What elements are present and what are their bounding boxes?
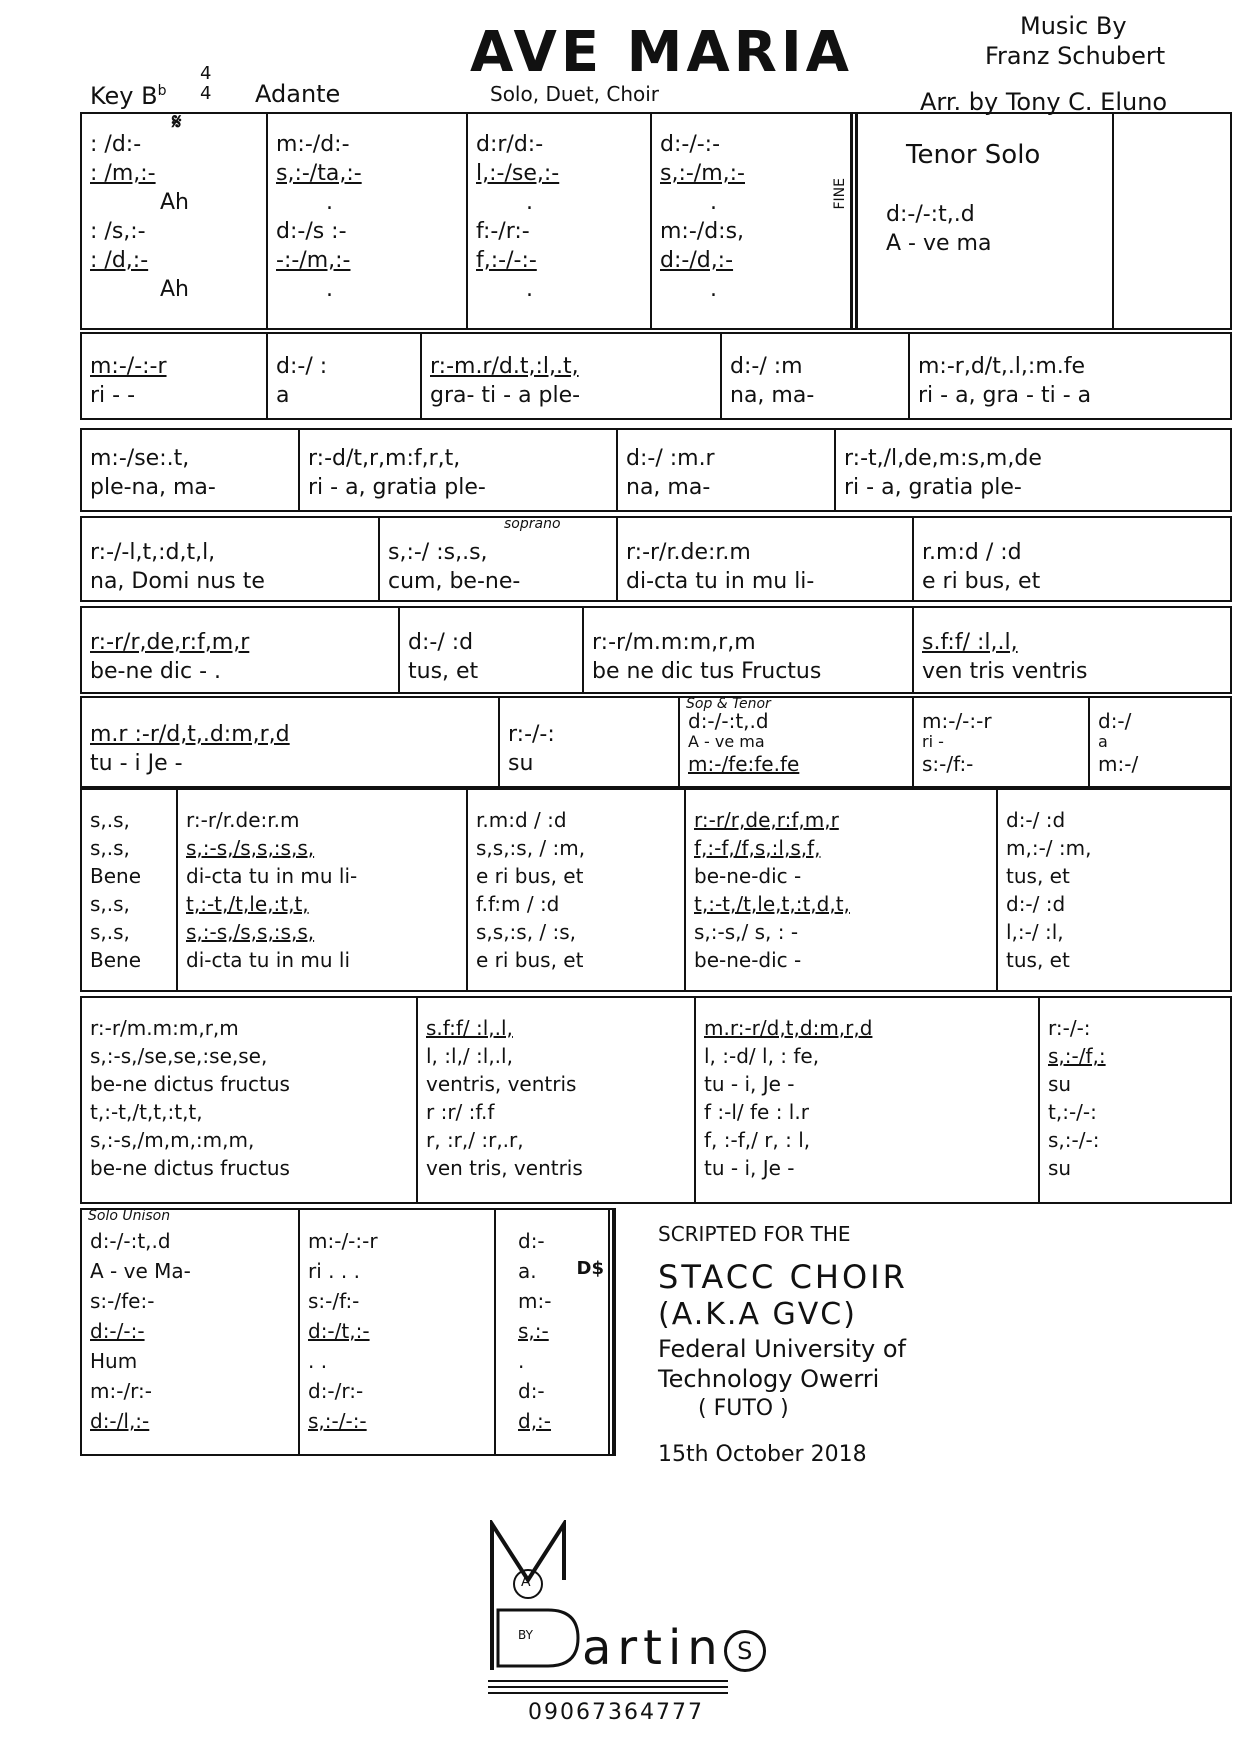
logo-letter-a: A: [521, 1574, 531, 1590]
part-line: s,:-/ta,:-: [276, 161, 362, 186]
score-row-1: [80, 112, 1232, 330]
measure: [914, 518, 1230, 600]
notes-line: m:-/r:-: [90, 1379, 153, 1403]
lyric-line: ri - -: [90, 383, 136, 408]
logo-circle-letter: S: [724, 1630, 766, 1672]
score-row-3: [80, 428, 1232, 512]
notes-line: d:-: [518, 1379, 545, 1403]
measure: [910, 334, 1230, 418]
notes-line: r:-d/t,r,m:f,r,t,: [308, 446, 461, 471]
notes-line: d:-: [518, 1229, 545, 1253]
score-row-7: [80, 788, 1232, 992]
key-signature: Key $B^b$: [90, 82, 167, 110]
lyric-line: e ri bus, et: [476, 948, 584, 972]
lyric-line: ri - a, gra - ti - a: [918, 383, 1092, 408]
notes-line: d:-/: [1098, 709, 1132, 733]
measure: [696, 998, 1040, 1202]
lyric-line: na, ma-: [626, 475, 711, 500]
lyric-line: su: [508, 751, 534, 776]
measure: [618, 518, 914, 600]
part-line: : /d,:-: [90, 248, 149, 273]
notes-line: d:-/-:t,.d: [688, 709, 769, 733]
arranger-name: Arr. by Tony C. Eluno: [920, 88, 1168, 116]
lyric-line: Ah: [160, 277, 189, 302]
credits-aka: (A.K.A GVC): [658, 1297, 857, 1332]
notes-line: s,:-/-:: [1048, 1128, 1100, 1152]
row-1-margin: [1114, 114, 1230, 328]
lyric-line: .: [326, 190, 333, 215]
measure: [496, 1210, 614, 1454]
measure: [82, 334, 268, 418]
notes-line: l, :-d/ l, : fe,: [704, 1044, 820, 1068]
notes-line: r:-m.r/d.t,:l,.t,: [430, 354, 579, 379]
soprano-label: soprano: [504, 518, 561, 532]
lyric-line: be-ne-dic -: [694, 864, 802, 888]
notes-line: s:-/fe:-: [90, 1289, 155, 1313]
lyric-line: su: [1048, 1156, 1072, 1180]
lyric-line: tu - i, Je -: [704, 1072, 795, 1096]
notes-line: m:-/-:-r: [308, 1229, 378, 1253]
score-row-4: [80, 516, 1232, 602]
notes-line: r:-/-:: [1048, 1016, 1091, 1040]
notes-line: d:-/-:t,.d: [90, 1229, 171, 1253]
part-line: m:-/d:-: [276, 132, 350, 157]
lyric-line: tus, et: [408, 659, 479, 684]
measure: [1040, 998, 1230, 1202]
notes-line: m:-/-:-r: [90, 354, 167, 379]
part-line: s,:-/m,:-: [660, 161, 745, 186]
part-line: d:-/s :-: [276, 219, 347, 244]
lyric-line: be-ne dictus fructus: [90, 1156, 290, 1180]
measure: [998, 790, 1230, 990]
part-line: l,:-/se,:-: [476, 161, 560, 186]
lyric-line: ven tris, ventris: [426, 1156, 583, 1180]
notes-line: r:-r/r.de:r.m: [186, 808, 300, 832]
notes-line: d:-/ :d: [1006, 808, 1066, 832]
notes-line: s,.s,: [90, 836, 130, 860]
tenor-solo-cell: [858, 114, 1114, 328]
measure: [686, 790, 998, 990]
lyric-line: .: [710, 190, 717, 215]
notes-line: r.m:d / :d: [476, 808, 567, 832]
notes-line: r, :r,/ :r,.r,: [426, 1128, 524, 1152]
dal-segno-mark: D$: [576, 1258, 604, 1279]
lyric-line: . .: [308, 1349, 328, 1373]
credits-block: [658, 1222, 998, 1474]
measure: [82, 790, 178, 990]
part-line: f:-/r:-: [476, 219, 530, 244]
notes-line: t,:-t,/t,t,:t,t,: [90, 1100, 203, 1124]
logo-underline: [488, 1686, 728, 1688]
notes-line: m:-: [518, 1289, 552, 1313]
score-row-6: [80, 696, 1232, 788]
notes-line: f :-l/ fe : l.r: [704, 1100, 809, 1124]
measure: [82, 698, 500, 786]
lyric-line: tus, et: [1006, 948, 1070, 972]
notes-line: d:-/l,:-: [90, 1409, 150, 1433]
notes-line: m:-/-:-r: [922, 709, 992, 733]
part-line: f,:-/-:-: [476, 248, 537, 273]
measure: [836, 430, 1230, 510]
lyric-line: di-cta tu in mu li-: [186, 864, 358, 888]
part-line: -:-/m,:-: [276, 248, 351, 273]
measure: [722, 334, 910, 418]
measure: [82, 998, 418, 1202]
lyric-line: Ah: [160, 190, 189, 215]
lyric-line: A - ve Ma-: [90, 1259, 191, 1283]
notes-line: s,:-s,/s,s,:s,s,: [186, 836, 315, 860]
solo-notes: d:-/-:t,.d: [886, 202, 975, 227]
solo-lyrics: A - ve ma: [886, 231, 992, 256]
credits-date: 15th October 2018: [658, 1442, 867, 1467]
lyric-line: .: [526, 277, 533, 302]
notes-line: d:-/r:-: [308, 1379, 364, 1403]
credits-line: SCRIPTED FOR THE: [658, 1222, 851, 1246]
notes-line: s,.s,: [90, 892, 130, 916]
notes-line: t,:-t,/t,le,t,:t,d,t,: [694, 892, 850, 916]
lyric-line: e ri bus, et: [476, 864, 584, 888]
notes-line: r:-r/m.m:m,r,m: [592, 630, 756, 655]
measure: [584, 608, 914, 692]
page-title: AVE MARIA: [470, 20, 853, 85]
notes-line: t,:-t,/t,le,:t,t,: [186, 892, 309, 916]
measure: [300, 430, 618, 510]
notes-line: d:-/ :m.r: [626, 446, 715, 471]
lyric-line: tu - i Je -: [90, 751, 183, 776]
lyric-line: be-ne dictus fructus: [90, 1072, 290, 1096]
lyric-line: na, ma-: [730, 383, 815, 408]
notes-line: r:-r/r,de,r:f,m,r: [90, 630, 250, 655]
notes-line: m,:-/ :m,: [1006, 836, 1092, 860]
lyric-line: Bene: [90, 948, 142, 972]
lyric-line: .: [526, 190, 533, 215]
measure: [268, 334, 422, 418]
measure: [380, 518, 618, 600]
part-line: d:-/d,:-: [660, 248, 734, 273]
lyric-line: gra- ti - a ple-: [430, 383, 581, 408]
measure: [400, 608, 584, 692]
notes-line: r:-r/r.de:r.m: [626, 540, 751, 565]
score-row-8: [80, 996, 1232, 1204]
notes-line: s.f:f/ :l,.l,: [426, 1016, 513, 1040]
part-line: : /d:-: [90, 132, 142, 157]
lyric-line: .: [518, 1349, 525, 1373]
notes-line: d:-/-:-: [90, 1319, 145, 1343]
logo-underline: [488, 1680, 728, 1682]
score-row-9: [80, 1208, 616, 1456]
notes-line: m:-/fe:fe.fe: [688, 752, 800, 776]
lyric-line: tus, et: [1006, 864, 1070, 888]
sop-tenor-label: Sop & Tenor: [686, 698, 771, 712]
composer-name: Franz Schubert: [985, 42, 1166, 70]
tenor-solo-label: Tenor Solo: [906, 140, 1041, 170]
measure: [914, 698, 1090, 786]
part-line: m:-/d:s,: [660, 219, 745, 244]
lyric-line: ven tris ventris: [922, 659, 1088, 684]
logo-underline: [488, 1692, 728, 1694]
notes-line: r:-/-l,t,:d,t,l,: [90, 540, 216, 565]
lyric-line: a: [276, 383, 290, 408]
notes-line: s.f:f/ :l,.l,: [922, 630, 1018, 655]
notes-line: s,:-/ :s,.s,: [388, 540, 488, 565]
measure: [82, 430, 300, 510]
measure: [680, 698, 914, 786]
notes-line: s,:-s,/s,s,:s,s,: [186, 920, 315, 944]
notes-line: s,:-/-:-: [308, 1409, 367, 1433]
notes-line: s,.s,: [90, 808, 130, 832]
notes-line: s,s,:s, / :s,: [476, 920, 577, 944]
lyric-line: ventris, ventris: [426, 1072, 577, 1096]
notes-line: m:-/se:.t,: [90, 446, 190, 471]
lyric-line: ple-na, ma-: [90, 475, 216, 500]
measure: [422, 334, 722, 418]
lyric-line: su: [1048, 1072, 1072, 1096]
time-signature: 4 4: [200, 63, 212, 104]
measure: [468, 790, 686, 990]
lyric-line: cum, be-ne-: [388, 569, 521, 594]
lyric-line: be-ne dic - .: [90, 659, 222, 684]
notes-line: s:-/f:-: [308, 1289, 360, 1313]
lyric-line: Bene: [90, 864, 142, 888]
credits-university: Federal University of: [658, 1335, 906, 1363]
tempo-marking: Adante: [255, 80, 341, 108]
lyric-line: be ne dic tus Fructus: [592, 659, 822, 684]
lyric-line: ri . . .: [308, 1259, 360, 1283]
lyric-line: ri - a, gratia ple-: [308, 475, 486, 500]
notes-line: r:-r/m.m:m,r,m: [90, 1016, 239, 1040]
part-line: d:-/-:-: [660, 132, 721, 157]
notes-line: s,:-/f,:: [1048, 1044, 1106, 1068]
notes-line: f, :-f,/ r, : l,: [704, 1128, 811, 1152]
measure: [300, 1210, 496, 1454]
measure: [82, 1210, 300, 1454]
notes-line: s,.s,: [90, 920, 130, 944]
measure: [178, 790, 468, 990]
measure: [1090, 698, 1230, 786]
notes-line: d,:-: [518, 1409, 552, 1433]
notes-line: s,:-: [518, 1319, 549, 1343]
score-row-2: [80, 332, 1232, 420]
notes-line: f,:-f,/f,s,:l,s,f,: [694, 836, 821, 860]
credits-choir: STACC CHOIR: [658, 1258, 908, 1296]
lyric-line: di-cta tu in mu li-: [626, 569, 815, 594]
lyric-line: di-cta tu in mu li: [186, 948, 351, 972]
measure: [914, 608, 1230, 692]
measure: [82, 518, 380, 600]
subtitle: Solo, Duet, Choir: [490, 82, 660, 106]
notes-line: r:-r/r,de,r:f,m,r: [694, 808, 839, 832]
measure: [500, 698, 680, 786]
notes-line: m:-r,d/t,.l,:m.fe: [918, 354, 1086, 379]
fine-marking: FINE: [832, 178, 848, 210]
notes-line: m:-/: [1098, 752, 1139, 776]
lyric-line: ri -: [922, 732, 944, 751]
logo-letter-by: BY: [518, 1628, 533, 1642]
notes-line: d:-/ :d: [408, 630, 474, 655]
lyric-line: na, Domi nus te: [90, 569, 265, 594]
lyric-line: e ri bus, et: [922, 569, 1041, 594]
lyric-line: A - ve ma: [688, 732, 765, 751]
notes-line: d:-/t,:-: [308, 1319, 370, 1343]
notes-line: l, :l,/ :l,.l,: [426, 1044, 513, 1068]
notes-line: r :r/ :f.f: [426, 1100, 495, 1124]
notes-line: s,:-s,/se,se,:se,se,: [90, 1044, 268, 1068]
measure-3: [468, 114, 652, 328]
credits-abbr: ( FUTO ): [698, 1396, 789, 1421]
part-line: : /s,:-: [90, 219, 146, 244]
notes-line: t,:-/-:: [1048, 1100, 1097, 1124]
segno-sign: 𝄋: [172, 114, 182, 135]
phone-number: 09067364777: [528, 1700, 704, 1725]
lyric-line: ri - a, gratia ple-: [844, 475, 1022, 500]
notes-line: m.r :-r/d,t,.d:m,r,d: [90, 722, 290, 747]
lyric-line: a.: [518, 1259, 537, 1283]
lyric-line: tu - i, Je -: [704, 1156, 795, 1180]
solo-unison-label: Solo Unison: [88, 1210, 171, 1224]
measure-1: [82, 114, 268, 328]
part-line: : /m,:-: [90, 161, 156, 186]
lyric-line: Hum: [90, 1349, 138, 1373]
notes-line: d:-/ :: [276, 354, 328, 379]
notes-line: d:-/ :d: [1006, 892, 1066, 916]
notes-line: f.f:m / :d: [476, 892, 560, 916]
notes-line: l,:-/ :l,: [1006, 920, 1064, 944]
notes-line: s,s,:s, / :m,: [476, 836, 586, 860]
measure: [618, 430, 836, 510]
measure: [82, 608, 400, 692]
notes-line: d:-/ :m: [730, 354, 803, 379]
notes-line: m.r:-r/d,t,d:m,r,d: [704, 1016, 873, 1040]
notes-line: s:-/f:-: [922, 752, 974, 776]
score-row-5: [80, 606, 1232, 694]
notes-line: s,:-s,/m,m,:m,m,: [90, 1128, 255, 1152]
logo-name: artin S: [582, 1620, 766, 1676]
measure: [418, 998, 696, 1202]
measure-2: [268, 114, 468, 328]
credits-university: Technology Owerri: [658, 1365, 880, 1393]
notes-line: s,:-s,/ s, : -: [694, 920, 799, 944]
lyric-line: .: [326, 277, 333, 302]
lyric-line: a: [1098, 732, 1108, 751]
notes-line: r.m:d / :d: [922, 540, 1022, 565]
measure-4: [652, 114, 858, 328]
lyric-line: .: [710, 277, 717, 302]
notes-line: r:-t,/l,de,m:s,m,de: [844, 446, 1042, 471]
notes-line: r:-/-:: [508, 722, 555, 747]
lyric-line: be-ne-dic -: [694, 948, 802, 972]
arranger-logo: [488, 1520, 768, 1730]
music-by-label: Music By: [1020, 12, 1127, 40]
part-line: d:r/d:-: [476, 132, 544, 157]
